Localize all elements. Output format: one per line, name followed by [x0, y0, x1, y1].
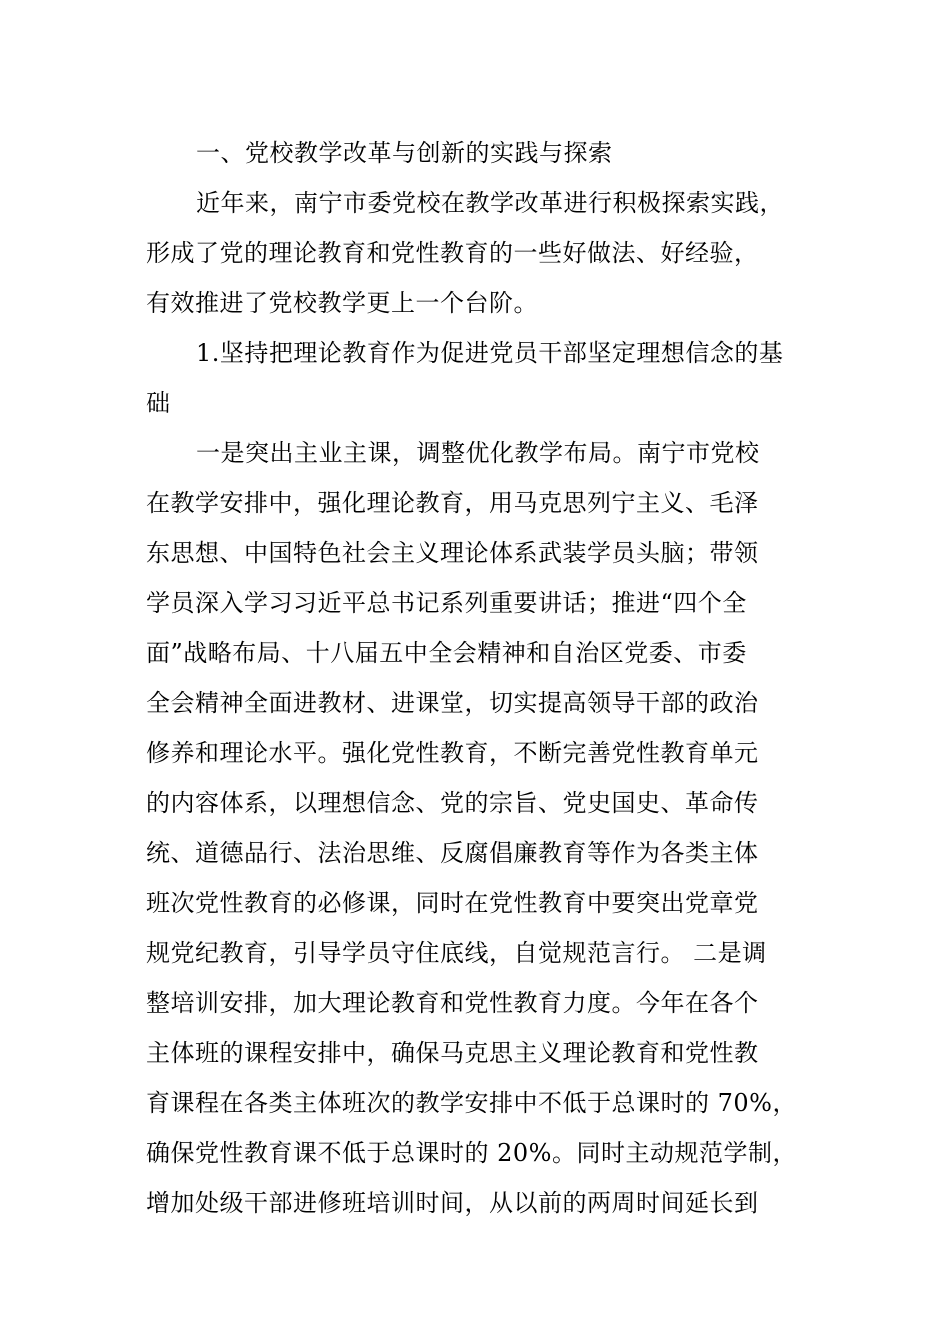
document-body	[146, 128, 806, 1228]
paragraph-line: 全会精神全面进教材、进课堂，切实提高领导干部的政治	[146, 689, 759, 717]
section-heading	[146, 128, 806, 178]
subsection-line: 1.坚持把理论教育作为促进党员干部坚定理想信念的基	[196, 339, 784, 367]
paragraph-line: 一是突出主业主课，调整优化教学布局。南宁市党校	[196, 439, 760, 467]
paragraph-line: 近年来，南宁市委党校在教学改革进行积极探索实践，	[196, 189, 784, 217]
intro-paragraph	[146, 178, 806, 328]
paragraph-line: 面”战略布局、十八届五中全会精神和自治区党委、市委	[146, 639, 747, 667]
subsection-heading	[146, 328, 806, 428]
paragraph-line: 主体班的课程安排中，确保马克思主义理论教育和党性教	[146, 1039, 759, 1067]
paragraph-line: 班次党性教育的必修课，同时在党性教育中要突出党章党	[146, 889, 759, 917]
paragraph-line: 的内容体系，以理想信念、党的宗旨、党史国史、革命传	[146, 789, 759, 817]
paragraph-line: 规党纪教育，引导学员守住底线，自觉规范言行。 二是调	[146, 939, 767, 967]
paragraph-line: 育课程在各类主体班次的教学安排中不低于总课时的 70%，	[146, 1089, 797, 1117]
paragraph-line: 修养和理论水平。强化党性教育，不断完善党性教育单元	[146, 739, 759, 767]
body-paragraph	[146, 428, 806, 1228]
subsection-line: 础	[146, 389, 171, 417]
paragraph-line: 整培训安排，加大理论教育和党性教育力度。今年在各个	[146, 989, 759, 1017]
paragraph-line: 确保党性教育课不低于总课时的 20%。同时主动规范学制，	[146, 1139, 797, 1167]
paragraph-line: 统、道德品行、法治思维、反腐倡廉教育等作为各类主体	[146, 839, 759, 867]
paragraph-line: 在教学安排中，强化理论教育，用马克思列宁主义、毛泽	[146, 489, 759, 517]
heading-line: 一、党校教学改革与创新的实践与探索	[196, 139, 613, 167]
paragraph-line: 形成了党的理论教育和党性教育的一些好做法、好经验，	[146, 239, 759, 267]
paragraph-line: 有效推进了党校教学更上一个台阶。	[146, 289, 538, 317]
paragraph-line: 增加处级干部进修班培训时间，从以前的两周时间延长到	[146, 1189, 759, 1217]
paragraph-line: 学员深入学习习近平总书记系列重要讲话；推进“四个全	[146, 589, 747, 617]
paragraph-line: 东思想、中国特色社会主义理论体系武装学员头脑；带领	[146, 539, 759, 567]
